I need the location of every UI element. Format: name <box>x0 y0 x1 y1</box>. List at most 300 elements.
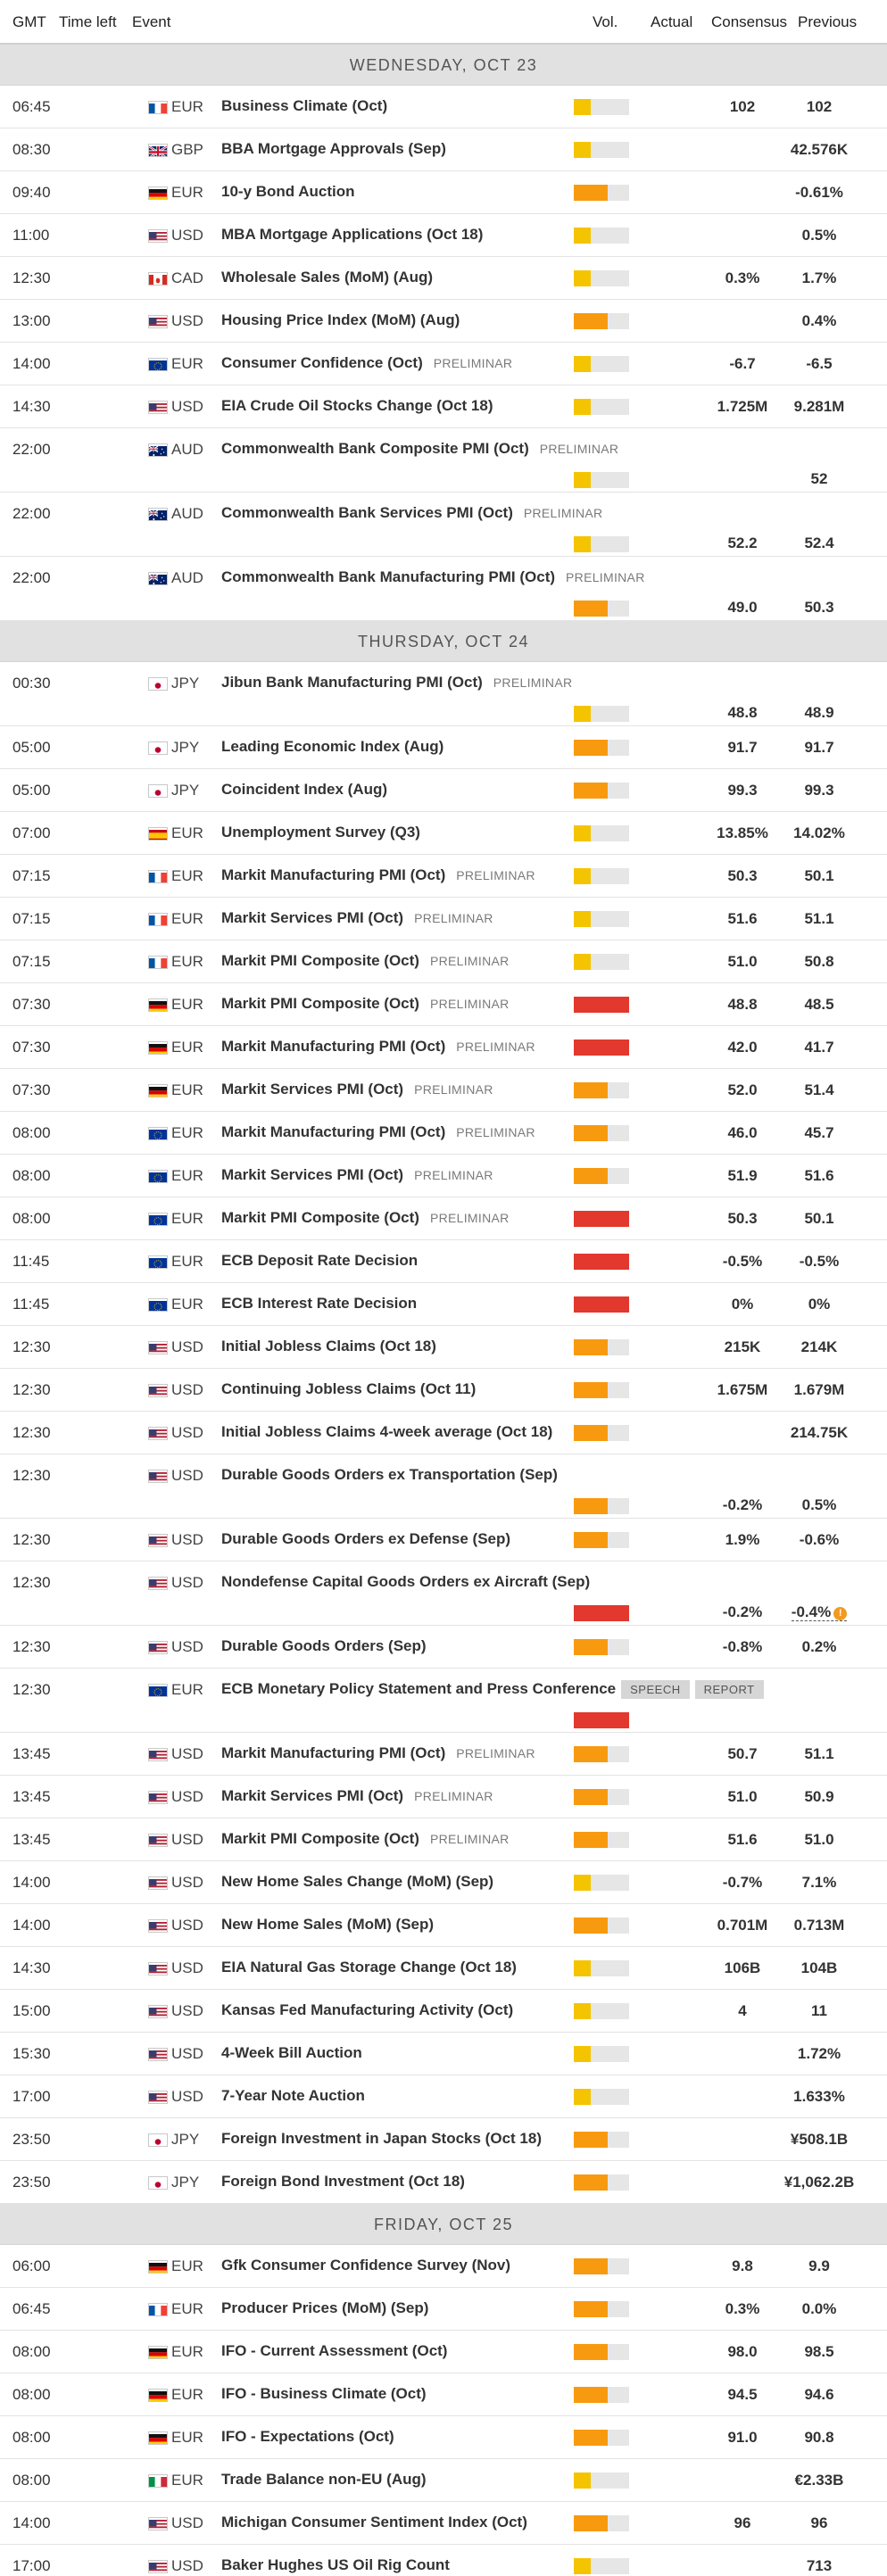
event-title[interactable]: Commonwealth Bank Manufacturing PMI (Oct) <box>221 568 556 585</box>
event-row[interactable] <box>0 2331 887 2373</box>
event-name[interactable] <box>221 1916 434 1934</box>
event-name[interactable] <box>221 1637 427 1655</box>
event-title[interactable]: Markit PMI Composite (Oct) <box>221 995 419 1012</box>
us-flag-icon <box>148 1962 168 1975</box>
consensus-value: 49.0 <box>727 599 758 616</box>
volatility-fill <box>574 1789 608 1805</box>
event-title[interactable]: New Home Sales (MoM) (Sep) <box>221 1916 435 1933</box>
event-currency: USD <box>171 2557 203 2574</box>
consensus-value: 52.0 <box>727 1081 758 1098</box>
volatility-bar <box>574 2089 629 2105</box>
event-currency: JPY <box>171 2131 200 2148</box>
de-flag-icon <box>148 2346 168 2359</box>
event-name[interactable] <box>221 1081 493 1098</box>
event-currency: EUR <box>171 1081 203 1098</box>
us-flag-icon <box>148 401 168 414</box>
volatility-fill <box>574 740 608 756</box>
event-title[interactable]: Gfk Consumer Confidence Survey (Nov) <box>221 2257 511 2274</box>
event-name[interactable] <box>221 2173 465 2191</box>
event-name[interactable] <box>221 824 420 841</box>
event-row[interactable] <box>0 2161 887 2204</box>
event-title[interactable]: ECB Monetary Policy Statement and Press Conference <box>221 1680 617 1697</box>
volatility-bar <box>574 1211 629 1227</box>
event-time: 14:00 <box>12 2514 51 2531</box>
previous-value: 1.72% <box>797 2045 841 2062</box>
event-name[interactable] <box>221 2342 447 2360</box>
event-row[interactable] <box>0 812 887 855</box>
preliminary-tag: PRELIMINAR <box>429 1832 510 1846</box>
event-time: 15:30 <box>12 2045 51 2062</box>
event-currency: EUR <box>171 2472 203 2489</box>
volatility-fill <box>574 1082 608 1098</box>
event-row[interactable] <box>0 1818 887 1861</box>
event-title[interactable]: Baker Hughes US Oil Rig Count <box>221 2556 450 2573</box>
event-title[interactable]: Nondefense Capital Goods Orders ex Aircraft (Sep) <box>221 1573 591 1590</box>
event-currency: AUD <box>171 505 203 522</box>
event-name[interactable] <box>221 1166 493 1184</box>
event-row[interactable] <box>0 1669 887 1733</box>
event-title[interactable]: Markit Manufacturing PMI (Oct) <box>221 1038 446 1055</box>
volatility-bar <box>574 270 629 286</box>
event-name[interactable] <box>221 1873 493 1891</box>
event-name[interactable] <box>221 97 387 115</box>
event-title[interactable]: Durable Goods Orders (Sep) <box>221 1637 427 1654</box>
event-name[interactable] <box>221 1680 764 1699</box>
calendar-body <box>0 45 887 2576</box>
volatility-bar <box>574 911 629 927</box>
event-name[interactable] <box>221 226 483 244</box>
event-title[interactable]: ECB Deposit Rate Decision <box>221 1252 419 1269</box>
event-name[interactable] <box>221 1209 510 1227</box>
event-name[interactable] <box>221 140 446 158</box>
event-row[interactable] <box>0 898 887 940</box>
col-actual[interactable]: Actual <box>651 13 693 30</box>
event-name[interactable] <box>221 1830 510 1848</box>
event-title[interactable]: Kansas Fed Manufacturing Activity (Oct) <box>221 2001 514 2018</box>
consensus-value: 1.9% <box>725 1531 760 1548</box>
event-name[interactable] <box>221 1573 590 1591</box>
event-currency: EUR <box>171 910 203 927</box>
jp-flag-icon <box>148 677 168 691</box>
col-gmt[interactable]: GMT <box>12 13 46 30</box>
event-row[interactable] <box>0 2502 887 2545</box>
jp-flag-icon <box>148 2176 168 2190</box>
event-title[interactable]: Markit Services PMI (Oct) <box>221 1787 404 1804</box>
preliminary-tag: PRELIMINAR <box>429 954 510 968</box>
event-row[interactable] <box>0 769 887 812</box>
event-currency: EUR <box>171 996 203 1013</box>
volatility-fill <box>574 1040 629 1056</box>
event-time: 08:00 <box>12 2429 51 2446</box>
volatility-fill <box>574 954 591 970</box>
col-consensus[interactable]: Consensus <box>711 13 788 30</box>
event-row[interactable] <box>0 1904 887 1947</box>
event-row[interactable] <box>0 1197 887 1240</box>
volatility-bar <box>574 1789 629 1805</box>
event-currency: USD <box>171 1959 203 1976</box>
eu-flag-icon <box>148 1127 168 1140</box>
us-flag-icon <box>148 1919 168 1933</box>
event-name[interactable] <box>221 504 602 522</box>
event-row[interactable] <box>0 1776 887 1818</box>
us-flag-icon <box>148 1577 168 1590</box>
col-vol[interactable]: Vol. <box>593 13 618 30</box>
event-currency: JPY <box>171 2174 200 2191</box>
event-title[interactable]: Commonwealth Bank Services PMI (Oct) <box>221 504 513 521</box>
volatility-bar <box>574 142 629 158</box>
previous-value: 14.02% <box>793 824 845 841</box>
event-currency: EUR <box>171 1124 203 1141</box>
consensus-value: 102 <box>729 98 756 115</box>
volatility-bar <box>574 2132 629 2148</box>
event-name[interactable] <box>221 674 572 692</box>
event-row[interactable] <box>0 557 887 621</box>
previous-value: 11 <box>811 2002 827 2019</box>
de-flag-icon <box>148 186 168 200</box>
col-previous[interactable]: Previous <box>798 13 858 30</box>
col-time-left[interactable]: Time left <box>59 13 117 30</box>
consensus-value: 94.5 <box>727 2386 758 2403</box>
event-name[interactable] <box>221 269 433 286</box>
event-name[interactable] <box>221 2257 510 2274</box>
event-title[interactable]: Foreign Investment in Japan Stocks (Oct 18) <box>221 2130 542 2147</box>
event-name[interactable] <box>221 781 387 799</box>
volatility-bar <box>574 2003 629 2019</box>
event-title[interactable]: IFO - Current Assessment (Oct) <box>221 2342 448 2359</box>
event-title[interactable]: Markit PMI Composite (Oct) <box>221 1209 419 1226</box>
previous-revised[interactable] <box>792 1603 847 1621</box>
event-name[interactable] <box>221 1038 535 1056</box>
event-row[interactable] <box>0 855 887 898</box>
previous-value: 214.75K <box>790 1424 849 1441</box>
event-name[interactable] <box>221 183 355 201</box>
event-currency: USD <box>171 1788 203 1805</box>
previous-value: 51.0 <box>804 1831 834 1848</box>
volatility-bar <box>574 868 629 884</box>
event-name[interactable] <box>221 2385 427 2403</box>
event-currency: EUR <box>171 867 203 884</box>
volatility-bar <box>574 185 629 201</box>
event-title[interactable]: EIA Natural Gas Storage Change (Oct 18) <box>221 1959 517 1975</box>
event-title[interactable]: Housing Price Index (MoM) (Aug) <box>221 311 460 328</box>
event-name[interactable] <box>221 866 535 884</box>
volatility-fill <box>574 2515 608 2531</box>
us-flag-icon <box>148 2091 168 2104</box>
event-title[interactable]: Jibun Bank Manufacturing PMI (Oct) <box>221 674 483 691</box>
event-row[interactable] <box>0 1626 887 1669</box>
consensus-value: 0% <box>731 1296 754 1313</box>
event-name[interactable] <box>221 2556 450 2574</box>
previous-value: 90.8 <box>804 2429 834 2446</box>
event-name[interactable] <box>221 1123 535 1141</box>
event-name[interactable] <box>221 568 645 586</box>
event-name[interactable] <box>221 738 444 756</box>
event-row[interactable] <box>0 1326 887 1369</box>
event-row[interactable] <box>0 2033 887 2075</box>
event-title[interactable]: EIA Crude Oil Stocks Change (Oct 18) <box>221 397 493 414</box>
volatility-fill <box>574 2472 591 2489</box>
volatility-fill <box>574 2301 608 2317</box>
event-row[interactable] <box>0 1369 887 1412</box>
report-button[interactable]: REPORT <box>695 1680 764 1699</box>
event-row[interactable] <box>0 343 887 385</box>
volatility-fill <box>574 142 591 158</box>
event-name[interactable] <box>221 995 510 1013</box>
event-name[interactable] <box>221 952 510 970</box>
event-row[interactable] <box>0 86 887 128</box>
event-title[interactable]: Durable Goods Orders ex Defense (Sep) <box>221 1530 511 1547</box>
event-row[interactable] <box>0 493 887 557</box>
event-title[interactable]: New Home Sales Change (MoM) (Sep) <box>221 1873 494 1890</box>
event-name[interactable] <box>221 440 618 458</box>
event-title[interactable]: ECB Interest Rate Decision <box>221 1295 418 1312</box>
event-name[interactable] <box>221 354 512 372</box>
de-flag-icon <box>148 2389 168 2402</box>
event-title[interactable]: Initial Jobless Claims 4-week average (Oct 18) <box>221 1423 553 1440</box>
event-currency: EUR <box>171 2386 203 2403</box>
previous-value: -0.6% <box>799 1531 840 1548</box>
event-title[interactable]: Commonwealth Bank Composite PMI (Oct) <box>221 440 529 457</box>
previous-value: 48.9 <box>804 704 834 721</box>
event-row[interactable] <box>0 2416 887 2459</box>
consensus-value: 106B <box>724 1959 761 1976</box>
event-title[interactable]: Initial Jobless Claims (Oct 18) <box>221 1338 436 1354</box>
volatility-bar <box>574 1425 629 1441</box>
us-flag-icon <box>148 1384 168 1397</box>
consensus-value: 1.725M <box>717 398 768 415</box>
consensus-value: 51.6 <box>727 1831 758 1848</box>
previous-value: 1.633% <box>793 2088 845 2105</box>
previous-value: 51.1 <box>804 910 834 927</box>
event-currency: EUR <box>171 2257 203 2274</box>
event-title[interactable]: Markit Services PMI (Oct) <box>221 909 404 926</box>
consensus-value: 50.7 <box>727 1745 758 1762</box>
eu-flag-icon <box>148 1213 168 1226</box>
volatility-fill <box>574 472 591 488</box>
event-row[interactable] <box>0 940 887 983</box>
event-time: 14:00 <box>12 355 51 372</box>
consensus-value: 51.0 <box>727 953 758 970</box>
event-row[interactable] <box>0 1454 887 1519</box>
volatility-bar <box>574 99 629 115</box>
volatility-bar <box>574 2472 629 2489</box>
event-title[interactable]: Markit Services PMI (Oct) <box>221 1166 404 1183</box>
event-row[interactable] <box>0 300 887 343</box>
event-currency: EUR <box>171 184 203 201</box>
event-row[interactable] <box>0 1861 887 1904</box>
event-time: 11:00 <box>12 227 50 244</box>
event-row[interactable] <box>0 2075 887 2118</box>
event-row[interactable] <box>0 983 887 1026</box>
event-row[interactable] <box>0 1112 887 1155</box>
event-name[interactable] <box>221 2001 513 2019</box>
volatility-bar <box>574 2430 629 2446</box>
event-name[interactable] <box>221 1423 552 1441</box>
event-title[interactable]: 4-Week Bill Auction <box>221 2044 362 2061</box>
preliminary-tag: PRELIMINAR <box>429 1211 510 1225</box>
event-name[interactable] <box>221 1787 493 1805</box>
event-currency: USD <box>171 1381 203 1398</box>
event-row[interactable] <box>0 385 887 428</box>
event-name[interactable] <box>221 2299 428 2317</box>
event-row[interactable] <box>0 2118 887 2161</box>
volatility-fill <box>574 1125 608 1141</box>
event-name[interactable] <box>221 1744 535 1762</box>
event-title[interactable]: 10-y Bond Auction <box>221 183 355 200</box>
event-time: 07:00 <box>12 824 51 841</box>
previous-value: 51.4 <box>804 1081 834 1098</box>
event-title[interactable]: Foreign Bond Investment (Oct 18) <box>221 2173 465 2190</box>
event-row[interactable] <box>0 128 887 171</box>
previous-value: 713 <box>806 2557 833 2574</box>
event-time: 06:00 <box>12 2257 51 2274</box>
event-time: 17:00 <box>12 2557 51 2574</box>
previous-value: 0% <box>808 1296 831 1313</box>
event-title[interactable]: Trade Balance non-EU (Aug) <box>221 2471 427 2488</box>
volatility-fill <box>574 997 629 1013</box>
event-name[interactable] <box>221 2130 542 2148</box>
event-title[interactable]: Markit Services PMI (Oct) <box>221 1081 404 1097</box>
event-time: 23:50 <box>12 2131 51 2148</box>
event-row[interactable] <box>0 2373 887 2416</box>
volatility-fill <box>574 911 591 927</box>
event-title[interactable]: Markit Manufacturing PMI (Oct) <box>221 1744 446 1761</box>
event-title[interactable]: Markit PMI Composite (Oct) <box>221 952 419 969</box>
event-name[interactable] <box>221 1380 476 1398</box>
event-currency: USD <box>171 398 203 415</box>
event-row[interactable] <box>0 1155 887 1197</box>
event-time: 12:30 <box>12 1381 51 1398</box>
event-name[interactable] <box>221 1252 418 1270</box>
event-name[interactable] <box>221 2087 365 2105</box>
event-row[interactable] <box>0 1990 887 2033</box>
event-row[interactable] <box>0 1561 887 1626</box>
event-title[interactable]: Leading Economic Index (Aug) <box>221 738 444 755</box>
volatility-bar <box>574 601 629 617</box>
event-row[interactable] <box>0 257 887 300</box>
event-time: 13:00 <box>12 312 51 329</box>
event-title[interactable]: Wholesale Sales (MoM) (Aug) <box>221 269 434 286</box>
event-row[interactable] <box>0 214 887 257</box>
event-currency: USD <box>171 1338 203 1355</box>
event-currency: JPY <box>171 782 200 799</box>
event-currency: AUD <box>171 569 203 586</box>
preliminary-tag: PRELIMINAR <box>493 675 573 690</box>
revision-warning-icon: ! <box>833 1607 847 1620</box>
event-name[interactable] <box>221 2471 427 2489</box>
event-row[interactable] <box>0 171 887 214</box>
event-title[interactable]: Durable Goods Orders ex Transportation (Sep) <box>221 1466 558 1483</box>
event-row[interactable] <box>0 1240 887 1283</box>
event-row[interactable] <box>0 2288 887 2331</box>
event-row[interactable] <box>0 1733 887 1776</box>
volatility-bar <box>574 228 629 244</box>
day-header: WEDNESDAY, OCT 23 <box>0 45 887 86</box>
volatility-fill <box>574 2387 608 2403</box>
previous-value: 50.1 <box>804 867 834 884</box>
event-title[interactable]: MBA Mortgage Applications (Oct 18) <box>221 226 484 243</box>
speech-button[interactable]: SPEECH <box>621 1680 689 1699</box>
event-row[interactable] <box>0 1026 887 1069</box>
event-name[interactable] <box>221 397 493 415</box>
day-header: THURSDAY, OCT 24 <box>0 621 887 662</box>
event-name[interactable] <box>221 1959 517 1976</box>
volatility-bar <box>574 825 629 841</box>
event-row[interactable] <box>0 428 887 493</box>
event-currency: USD <box>171 1531 203 1548</box>
preliminary-tag: PRELIMINAR <box>414 911 493 925</box>
event-time: 14:30 <box>12 1959 51 1976</box>
event-name[interactable] <box>221 2514 527 2531</box>
event-row[interactable] <box>0 1412 887 1454</box>
event-title[interactable]: Consumer Confidence (Oct) <box>221 354 423 371</box>
event-row[interactable] <box>0 2459 887 2502</box>
event-row[interactable] <box>0 2245 887 2288</box>
event-name[interactable] <box>221 909 493 927</box>
event-title[interactable]: Business Climate (Oct) <box>221 97 388 114</box>
event-title[interactable]: 7-Year Note Auction <box>221 2087 365 2104</box>
volatility-fill <box>574 1875 591 1891</box>
event-title[interactable]: Producer Prices (MoM) (Sep) <box>221 2299 429 2316</box>
event-row[interactable] <box>0 1947 887 1990</box>
volatility-fill <box>574 270 591 286</box>
event-title[interactable]: Continuing Jobless Claims (Oct 11) <box>221 1380 477 1397</box>
volatility-bar <box>574 2258 629 2274</box>
event-name[interactable] <box>221 1295 417 1313</box>
event-title[interactable]: Unemployment Survey (Q3) <box>221 824 420 841</box>
consensus-value: 91.7 <box>727 739 758 756</box>
event-title[interactable]: IFO - Business Climate (Oct) <box>221 2385 427 2402</box>
previous-value: 99.3 <box>804 782 834 799</box>
previous-value: ¥1,062.2B <box>783 2174 855 2191</box>
event-title[interactable]: Michigan Consumer Sentiment Index (Oct) <box>221 2514 527 2530</box>
event-title[interactable]: Markit Manufacturing PMI (Oct) <box>221 1123 446 1140</box>
volatility-fill <box>574 1960 591 1976</box>
event-name[interactable] <box>221 1338 436 1355</box>
event-row[interactable] <box>0 662 887 726</box>
event-time: 14:00 <box>12 1874 51 1891</box>
event-row[interactable] <box>0 1519 887 1561</box>
consensus-value: 42.0 <box>727 1039 758 1056</box>
au-flag-icon <box>148 572 168 585</box>
previous-value: 91.7 <box>804 739 834 756</box>
event-row[interactable] <box>0 2545 887 2576</box>
event-name[interactable] <box>221 1466 558 1484</box>
event-currency: EUR <box>171 2300 203 2317</box>
event-title[interactable]: BBA Mortgage Approvals (Sep) <box>221 140 446 157</box>
event-name[interactable] <box>221 1530 510 1548</box>
event-row[interactable] <box>0 1283 887 1326</box>
col-event[interactable]: Event <box>132 13 171 30</box>
volatility-fill <box>574 706 591 722</box>
volatility-fill <box>574 313 608 329</box>
event-name[interactable] <box>221 311 460 329</box>
event-title[interactable]: Markit PMI Composite (Oct) <box>221 1830 419 1847</box>
event-name[interactable] <box>221 2428 394 2446</box>
event-currency: AUD <box>171 441 203 458</box>
volatility-fill <box>574 536 591 552</box>
event-row[interactable] <box>0 726 887 769</box>
volatility-bar <box>574 2174 629 2191</box>
event-name[interactable] <box>221 2044 362 2062</box>
event-title[interactable]: Coincident Index (Aug) <box>221 781 388 798</box>
preliminary-tag: PRELIMINAR <box>456 1040 535 1054</box>
event-title[interactable]: Markit Manufacturing PMI (Oct) <box>221 866 446 883</box>
event-row[interactable] <box>0 1069 887 1112</box>
consensus-value: 0.3% <box>725 2300 760 2317</box>
event-title[interactable]: IFO - Expectations (Oct) <box>221 2428 394 2445</box>
event-time: 12:30 <box>12 1531 51 1548</box>
